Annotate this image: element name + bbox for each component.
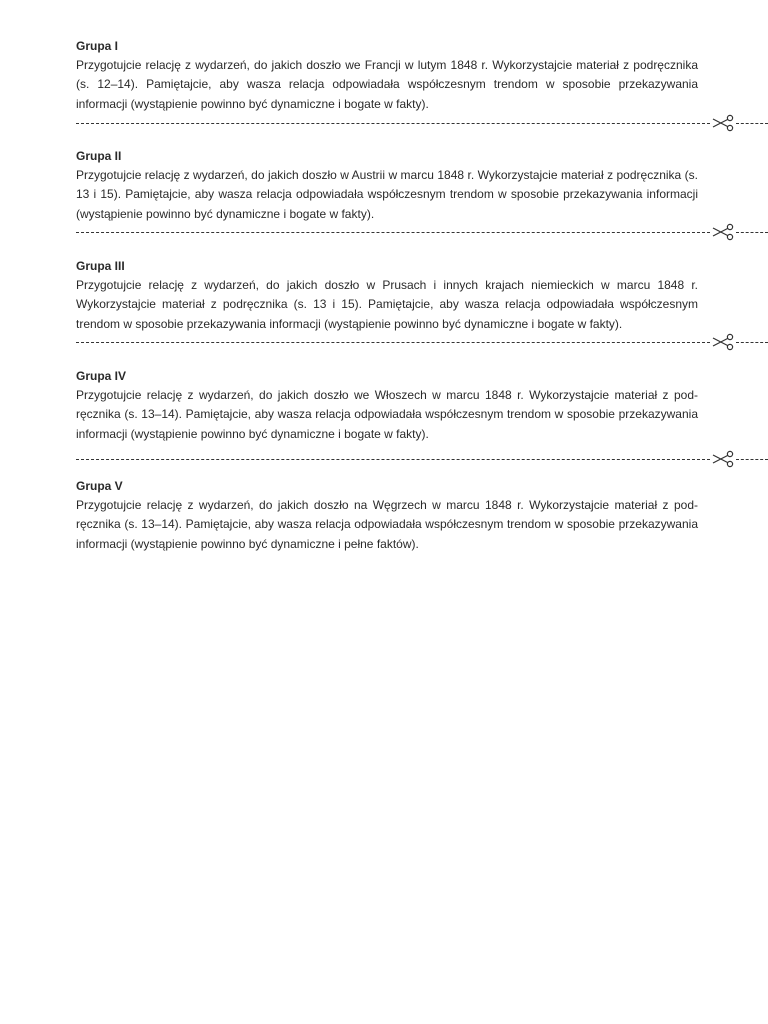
group-2: [76, 147, 698, 224]
group-4-text: Przygotujcie relację z wydarzeń, do jakich doszło we Włoszech w marcu 1848 r. Wykorzystajcie materiał z podręcznika (s. 13–14). Pamiętajcie, aby wasza relacja odpowiadała współczesnym trendom w sposobie przekazywania informacji (wystąpienie powinno być dynamiczne i bogate w fakty).: [76, 388, 698, 441]
scissors-icon: [712, 450, 734, 468]
dashed-line-tail: [736, 342, 768, 343]
group-4: [76, 367, 698, 444]
group-2-title: Grupa II: [76, 149, 122, 163]
group-2-text: Przygotujcie relację z wydarzeń, do jakich doszło w Austrii w marcu 1848 r. Wykorzystajcie materiał z podręcznika (s. 13 i 15). Pamiętajcie, aby wasza relacja odpowiadała współczesnym trendom w sposobie przekazywania informacji (wystąpienie powinno być dynamiczne i bogate w fakty).: [76, 168, 698, 221]
group-5-text: Przygotujcie relację z wydarzeń, do jakich doszło na Węgrzech w marcu 1848 r. Wykorzystajcie materiał z podręcznika (s. 13–14). Pamiętajcie, aby wasza relacja odpowiadała współczesnym trendom w sposobie przekazywania informacji (wystąpienie powinno być dynamiczne i pełne faktów).: [76, 498, 698, 551]
scissors-icon: [712, 333, 734, 351]
group-3-text: Przygotujcie relację z wydarzeń, do jakich doszło w Prusach i innych krajach niemieckich w marcu 1848 r. Wykorzystajcie materiał z podręcznika (s. 13 i 15). Pamiętajcie, aby wasza relacja odpowiadała współczesnym trendom w sposobie przekazywania informacji (wystąpienie powinno być dynamiczne i bogate w fakty).: [76, 278, 698, 331]
group-3-title: Grupa III: [76, 259, 125, 273]
scissors-icon: [712, 223, 734, 241]
cut-line-1: [76, 117, 768, 131]
dashed-line: [76, 342, 710, 343]
group-1-text: Przygotujcie relację z wydarzeń, do jakich doszło we Francji w lutym 1848 r. Wykorzystajcie materiał z podręcznika (s. 12–14). Pamiętajcie, aby wasza relacja odpowiadała współczesnym trendom w sposobie przekazywania informacji (wystąpienie powinno być dynamiczne i bogate w fakty).: [76, 58, 698, 111]
group-5: [76, 477, 698, 554]
group-5-title: Grupa V: [76, 479, 123, 493]
dashed-line: [76, 123, 710, 124]
dashed-line: [76, 459, 710, 460]
dashed-line-tail: [736, 459, 768, 460]
cut-line-3: [76, 336, 768, 350]
group-3: [76, 257, 698, 334]
dashed-line: [76, 232, 710, 233]
group-1-title: Grupa I: [76, 39, 119, 53]
cut-line-2: [76, 226, 768, 240]
group-4-title: Grupa IV: [76, 369, 127, 383]
dashed-line-tail: [736, 123, 768, 124]
group-1: [76, 37, 698, 114]
dashed-line-tail: [736, 232, 768, 233]
cut-line-4: [76, 453, 768, 467]
scissors-icon: [712, 114, 734, 132]
